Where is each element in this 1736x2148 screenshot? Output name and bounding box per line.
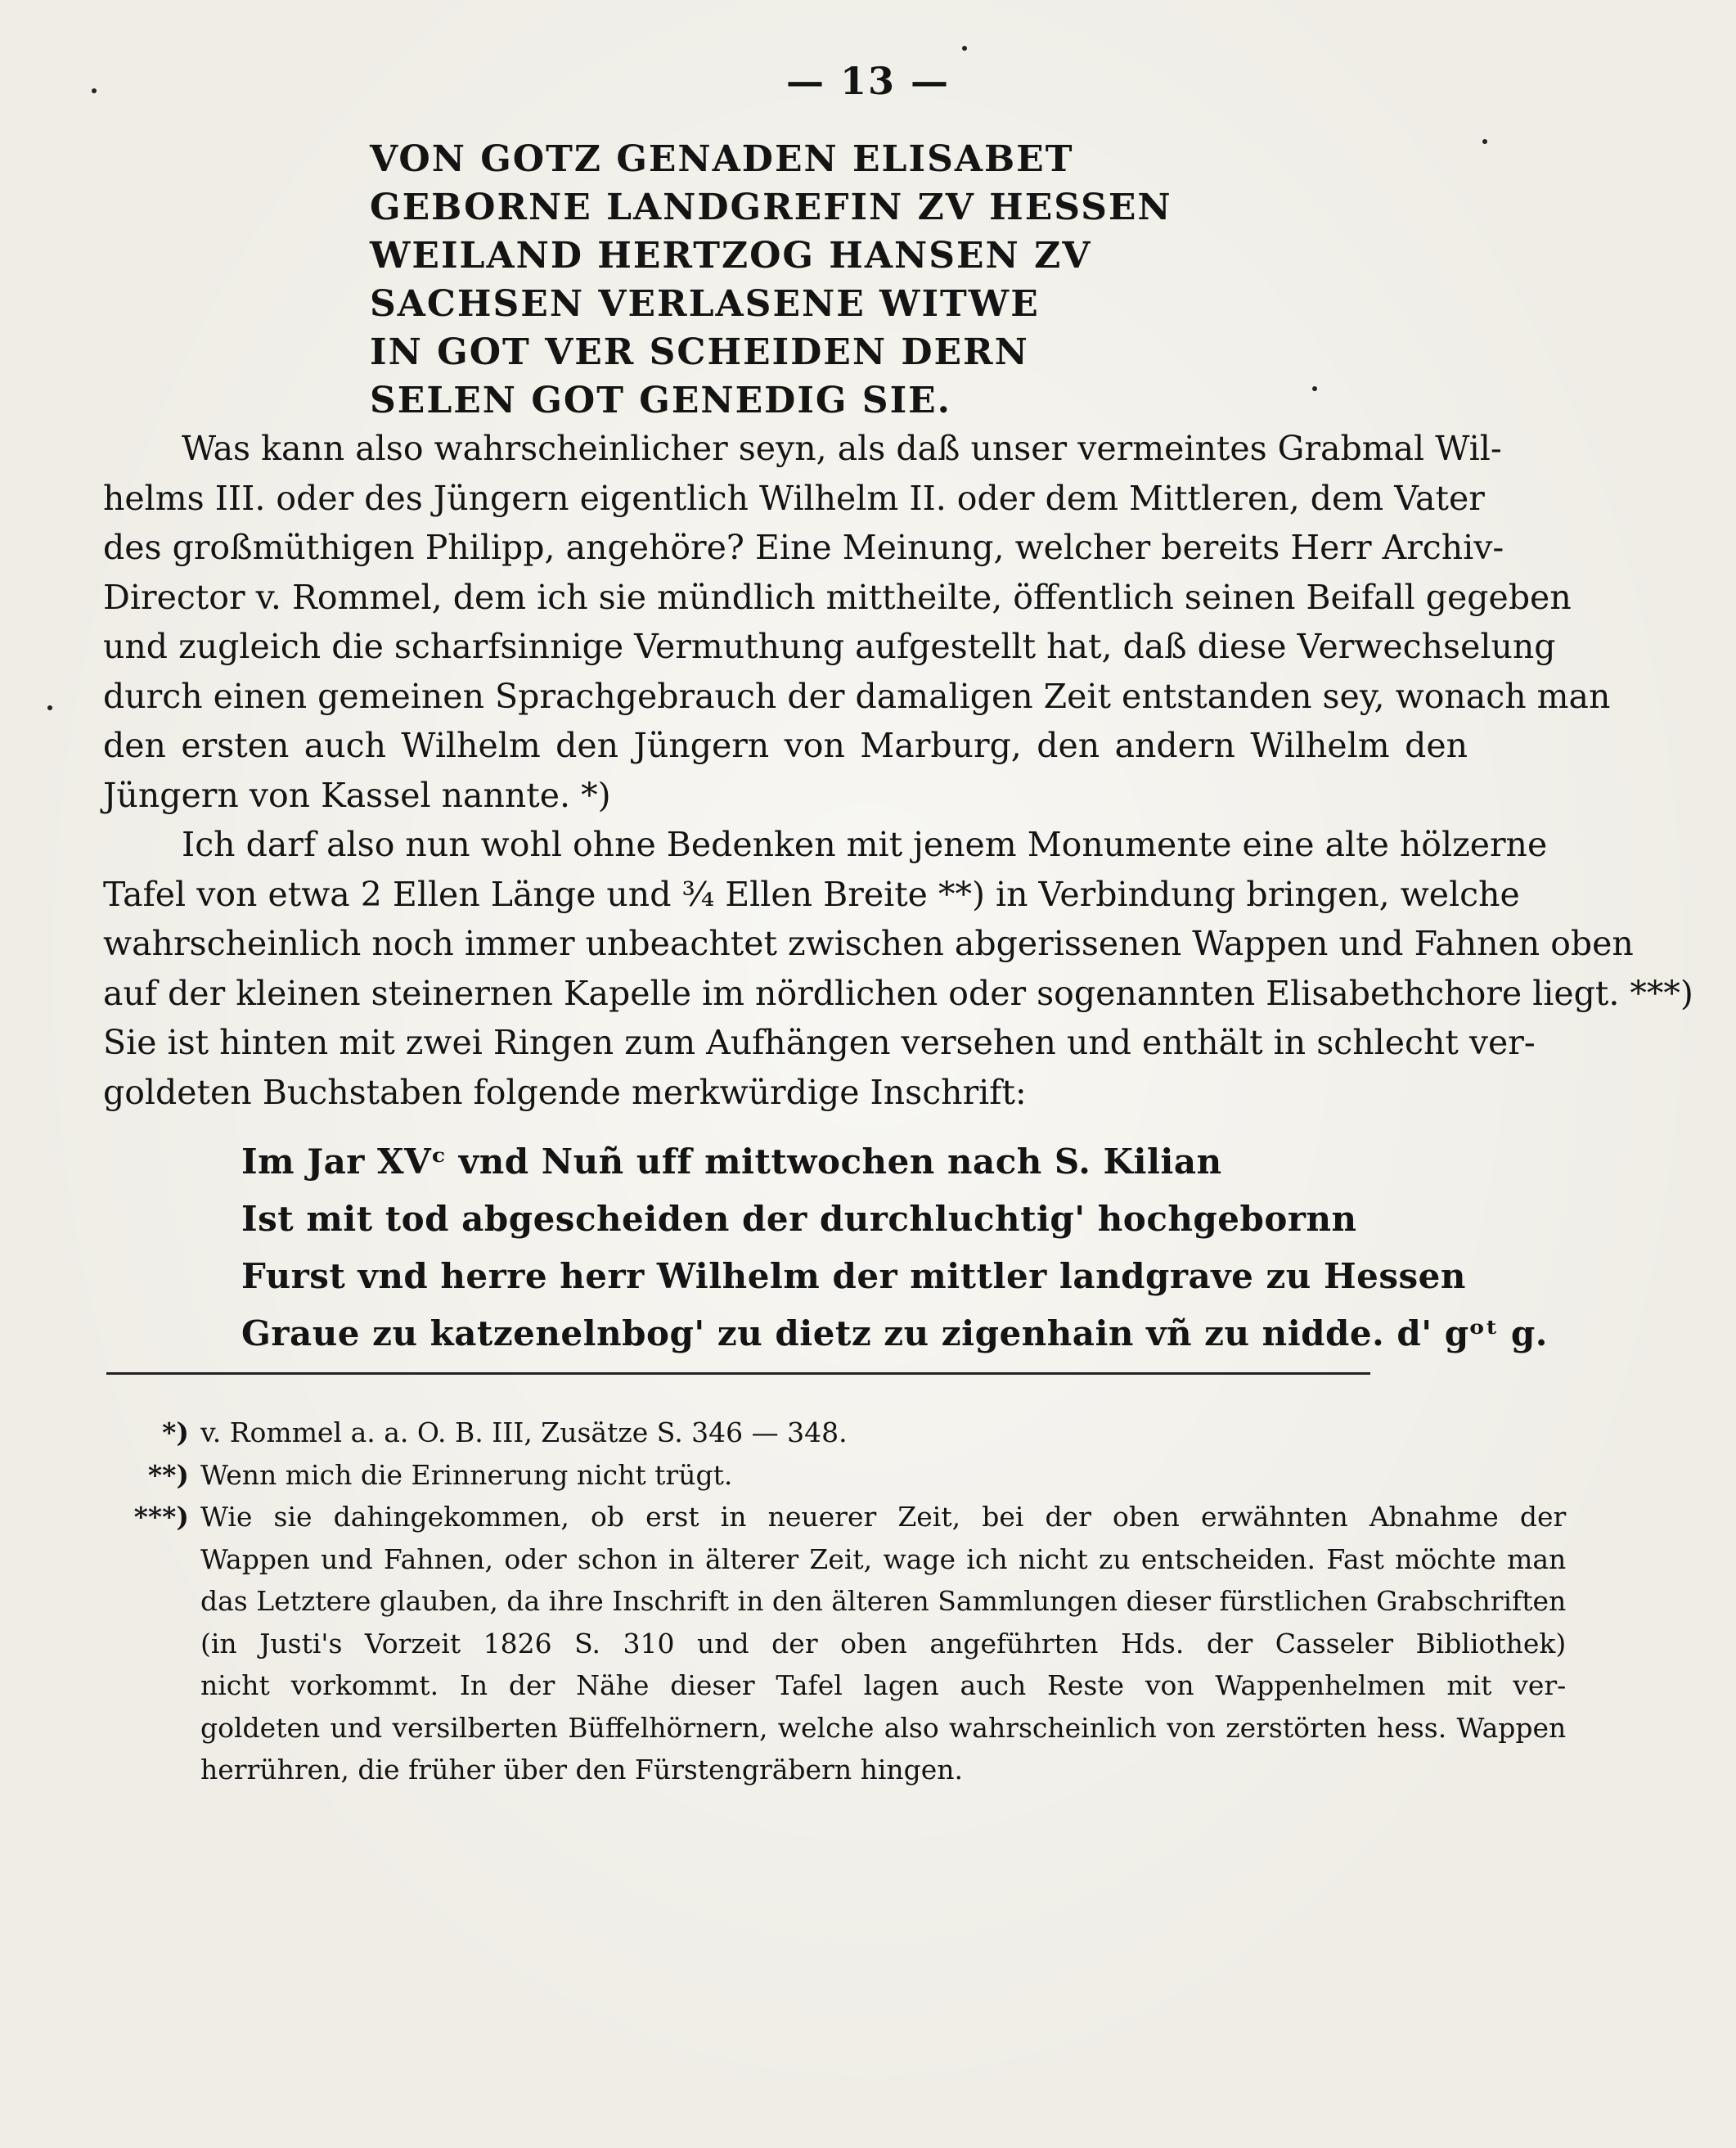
- tablet-line: Furst vnd herre herr Wilhelm der mittler landgrave zu Hessen: [241, 1256, 1466, 1296]
- epitaph-line: SELEN GOT GENEDIG SIE.: [370, 380, 952, 421]
- footnote-line: goldeten und versilberten Büffelhörnern, welche also wahrscheinlich von zerstörten hess. Wappen: [200, 1711, 1567, 1744]
- tablet-line: Ist mit tod abgescheiden der durchluchtig' hochgebornn: [241, 1199, 1357, 1239]
- footnotes: [110, 1412, 1567, 1791]
- epitaph-line: WEILAND HERTZOG HANSEN ZV: [370, 235, 1092, 277]
- paragraph-1-line: und zugleich die scharfsinnige Vermuthung aufgestellt hat, daß diese Verwechselung: [103, 627, 1556, 666]
- footnote-line: Wie sie dahingekommen, ob erst in neuerer Zeit, bei der oben erwähnten Abnahme der: [200, 1501, 1567, 1533]
- page-number: — 13 —: [785, 59, 951, 103]
- ink-speck: [47, 705, 52, 710]
- ink-speck: [1482, 139, 1487, 144]
- epitaph-line: VON GOTZ GENADEN ELISABET: [370, 138, 1074, 180]
- footnote-line: das Letztere glauben, da ihre Inschrift in den älteren Sammlungen dieser fürstlichen Grabschriften: [200, 1585, 1567, 1617]
- tablet-line: Graue zu katzenelnbog' zu dietz zu zigenhain vñ zu nidde. d' gᵒᵗ g.: [241, 1313, 1548, 1353]
- paragraph-1-line: Jüngern von Kassel nannte. *): [103, 775, 611, 815]
- footnote-line: nicht vorkommt. In der Nähe dieser Tafel lagen auch Reste von Wappenhelmen mit ver-: [200, 1669, 1567, 1701]
- paragraph-1-line: Was kann also wahrscheinlicher seyn, als daß unser vermeintes Grabmal Wil-: [182, 429, 1502, 468]
- footnote-1: [110, 1412, 1468, 1454]
- paragraph-2-line: Sie ist hinten mit zwei Ringen zum Aufhängen versehen und enthält in schlecht ver-: [103, 1023, 1536, 1062]
- ink-speck: [962, 46, 967, 51]
- body-text: [103, 424, 1693, 1117]
- paragraph-2-line: goldeten Buchstaben folgende merkwürdige Inschrift:: [103, 1072, 1027, 1112]
- footnote-line: Wenn mich die Erinnerung nicht trügt.: [200, 1458, 733, 1491]
- epitaph-inscription: [370, 135, 1270, 425]
- footnote-divider: [106, 1372, 1370, 1375]
- paragraph-2-line: Ich darf also nun wohl ohne Bedenken mit jenem Monumente eine alte hölzerne: [182, 825, 1548, 864]
- paragraph-1-line: den ersten auch Wilhelm den Jüngern von Marburg, den andern Wilhelm den: [103, 726, 1468, 765]
- paragraph-1-line: Director v. Rommel, dem ich sie mündlich mittheilte, öffentlich seinen Beifall gegeben: [103, 577, 1572, 617]
- paragraph-1-line: des großmüthigen Philipp, angehöre? Eine Meinung, welcher bereits Herr Archiv-: [103, 528, 1504, 567]
- epitaph-line: GEBORNE LANDGREFIN ZV HESSEN: [370, 187, 1172, 228]
- epitaph-line: IN GOT VER SCHEIDEN DERN: [370, 331, 1029, 373]
- paragraph-1-line: durch einen gemeinen Sprachgebrauch der damaligen Zeit entstanden sey, wonach man: [103, 676, 1611, 716]
- paragraph-1-line: helms III. oder des Jüngern eigentlich Wilhelm II. oder dem Mittleren, dem Vater: [103, 478, 1485, 518]
- footnote-2: [110, 1454, 1468, 1497]
- footnote-line: (in Justi's Vorzeit 1826 S. 310 und der oben angeführten Hds. der Casseler Bibliothek): [200, 1627, 1567, 1659]
- footnote-mark: *): [162, 1416, 189, 1448]
- epitaph-line: SACHSEN VERLASENE WITWE: [370, 283, 1040, 325]
- paragraph-2-line: Tafel von etwa 2 Ellen Länge und ¾ Ellen Breite **) in Verbindung bringen, welche: [103, 874, 1520, 914]
- footnote-line: v. Rommel a. a. O. B. III, Zusätze S. 346 — 348.: [200, 1416, 848, 1448]
- footnote-3: [110, 1496, 1567, 1791]
- tablet-line: Im Jar XVᶜ vnd Nuñ uff mittwochen nach S. Kilian: [241, 1142, 1222, 1182]
- tablet-inscription: [241, 1133, 1548, 1362]
- paragraph-2-line: wahrscheinlich noch immer unbeachtet zwischen abgerissenen Wappen und Fahnen oben: [103, 924, 1634, 963]
- footnote-mark: ***): [133, 1501, 189, 1533]
- footnote-line: Wappen und Fahnen, oder schon in älterer Zeit, wage ich nicht zu entscheiden. Fast möchte man: [200, 1542, 1567, 1575]
- ink-speck: [1312, 386, 1317, 391]
- footnote-mark: **): [147, 1458, 189, 1491]
- paragraph-2-line: auf der kleinen steinernen Kapelle im nördlichen oder sogenannten Elisabethchore liegt. ***): [103, 973, 1693, 1013]
- footnote-line: herrühren, die früher über den Fürstengräbern hingen.: [200, 1754, 964, 1785]
